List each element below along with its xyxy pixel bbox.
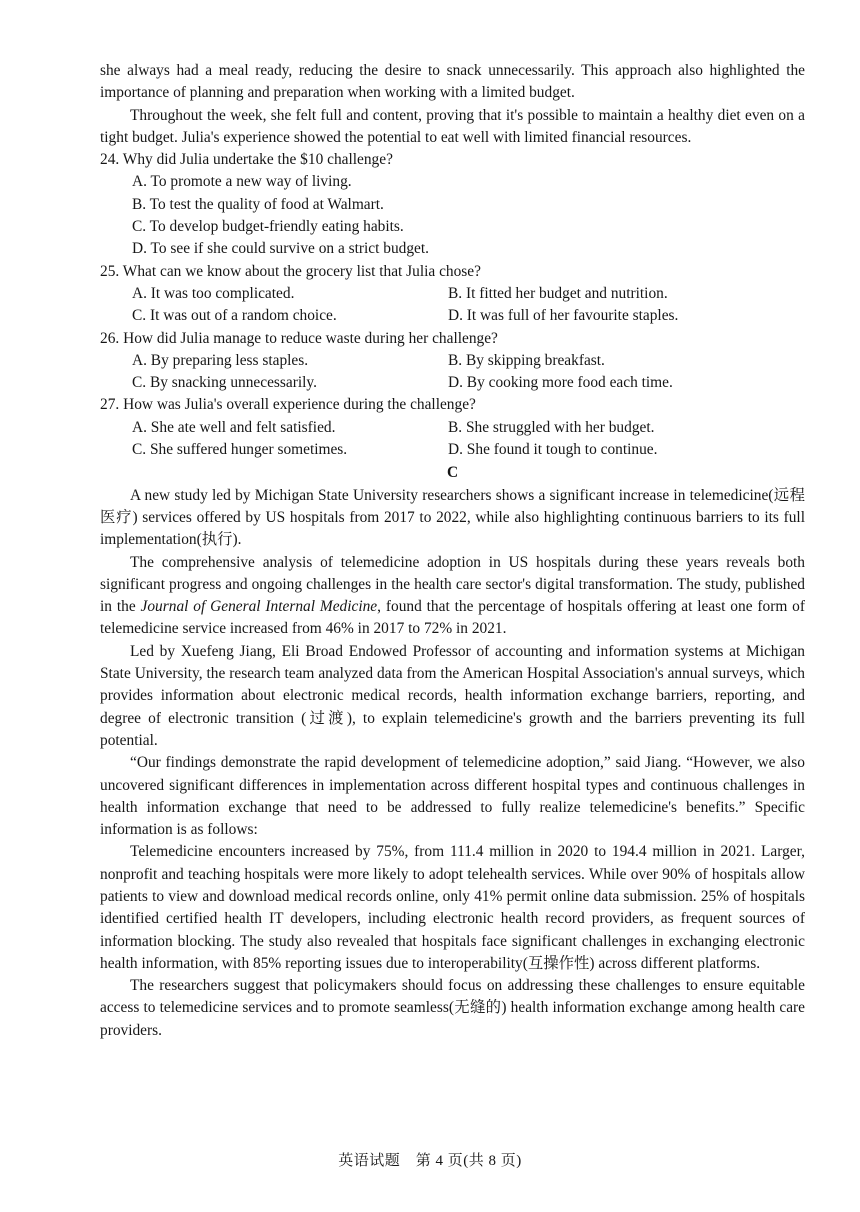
option-a[interactable]: A. She ate well and felt satisfied.	[132, 418, 336, 436]
passage-c-paragraph-5: Telemedicine encounters increased by 75%, from 111.4 million in 2020 to 194.4 million in 2021. Larger, nonprofit and teaching hospitals were more likely to adopt telehealth services. While over 90% of hospitals allow patients to view and download medical records online, only 41% permit online data submission. 25% of hospitals identified certified health IT developers, including electronic health record providers, as frequent sources of information blocking. The study also revealed that hospitals face significant challenges in exchanging electronic health information, with 85% reporting issues due to interoperability(互操作性) across different platforms.	[100, 843, 805, 972]
question-stem: 25. What can we know about the grocery list that Julia chose?	[100, 262, 481, 280]
journal-title: Journal of General Internal Medicine	[140, 598, 378, 616]
option-d[interactable]: D. It was full of her favourite staples.	[448, 307, 679, 325]
question-25	[100, 261, 805, 328]
passage-b-paragraph: she always had a meal ready, reducing the desire to snack unnecessarily. This approach also highlighted the importance of planning and preparation when working with a limited budget.	[100, 62, 805, 102]
question-stem: 24. Why did Julia undertake the $10 challenge?	[100, 151, 393, 169]
passage-c-paragraph-2	[100, 552, 805, 641]
option-a[interactable]: A. To promote a new way of living.	[132, 173, 352, 191]
passage-c-paragraph-4: “Our findings demonstrate the rapid development of telemedicine adoption,” said Jiang. “However, we also uncovered significant differences in implementation across different hospital types and continuous challenges in health information exchange that need to be addressed to fully realize telemedicine's benefits.” Specific information is as follows:	[100, 754, 805, 839]
passage-b-paragraph: Throughout the week, she felt full and content, proving that it's possible to maintain a healthy diet even on a tight budget. Julia's experience showed the potential to eat well with limited financial resources.	[100, 106, 805, 146]
option-d[interactable]: D. To see if she could survive on a strict budget.	[132, 240, 429, 258]
option-c[interactable]: C. To develop budget-friendly eating habits.	[132, 218, 404, 236]
option-d[interactable]: D. She found it tough to continue.	[448, 441, 658, 459]
option-a[interactable]: A. It was too complicated.	[132, 284, 295, 302]
option-b[interactable]: B. It fitted her budget and nutrition.	[448, 284, 668, 302]
question-24	[100, 149, 805, 260]
passage-c-paragraph-1: A new study led by Michigan State University researchers shows a significant increase in telemedicine(远程医疗) services offered by US hospitals from 2017 to 2022, while also highlighting continuous barriers to its full implementation(执行).	[100, 486, 805, 549]
question-26	[100, 328, 805, 395]
option-c[interactable]: C. It was out of a random choice.	[132, 307, 337, 325]
exam-page	[100, 60, 805, 1042]
option-b[interactable]: B. To test the quality of food at Walmart.	[132, 195, 384, 213]
option-d[interactable]: D. By cooking more food each time.	[448, 374, 673, 392]
passage-c-paragraph-3: Led by Xuefeng Jiang, Eli Broad Endowed Professor of accounting and information systems at Michigan State University, the research team analyzed data from the American Hospital Association's annual surveys, which provides information about electronic medical records, health information exchange barriers, reporting, and degree of electronic transition (过渡), to explain telemedicine's growth and the barriers preventing its full potential.	[100, 642, 805, 749]
page-footer: 英语试题 第 4 页(共 8 页)	[338, 1153, 522, 1169]
question-stem: 26. How did Julia manage to reduce waste during her challenge?	[100, 329, 498, 347]
option-c[interactable]: C. She suffered hunger sometimes.	[132, 441, 348, 459]
question-27	[100, 394, 805, 461]
option-b[interactable]: B. She struggled with her budget.	[448, 418, 655, 436]
section-heading: C	[446, 464, 459, 482]
option-a[interactable]: A. By preparing less staples.	[132, 351, 309, 369]
option-b[interactable]: B. By skipping breakfast.	[448, 351, 605, 369]
paragraph-text: , found that the percentage of hospitals offering at least one form of telemedicine service increased from 46% in 2017 to 72% in 2021.	[100, 598, 806, 638]
paragraph-text: The comprehensive analysis of telemedicine adoption in US hospitals during these years reveals both significant progress and ongoing challenges in the health care sector's digital transformation. The study, published in the	[100, 553, 805, 616]
question-stem: 27. How was Julia's overall experience during the challenge?	[100, 396, 476, 414]
passage-c-paragraph-6: The researchers suggest that policymakers should focus on addressing these challenges to ensure equitable access to telemedicine services and to promote seamless(无缝的) health information exchange among health care providers.	[100, 977, 805, 1039]
option-c[interactable]: C. By snacking unnecessarily.	[132, 374, 317, 392]
